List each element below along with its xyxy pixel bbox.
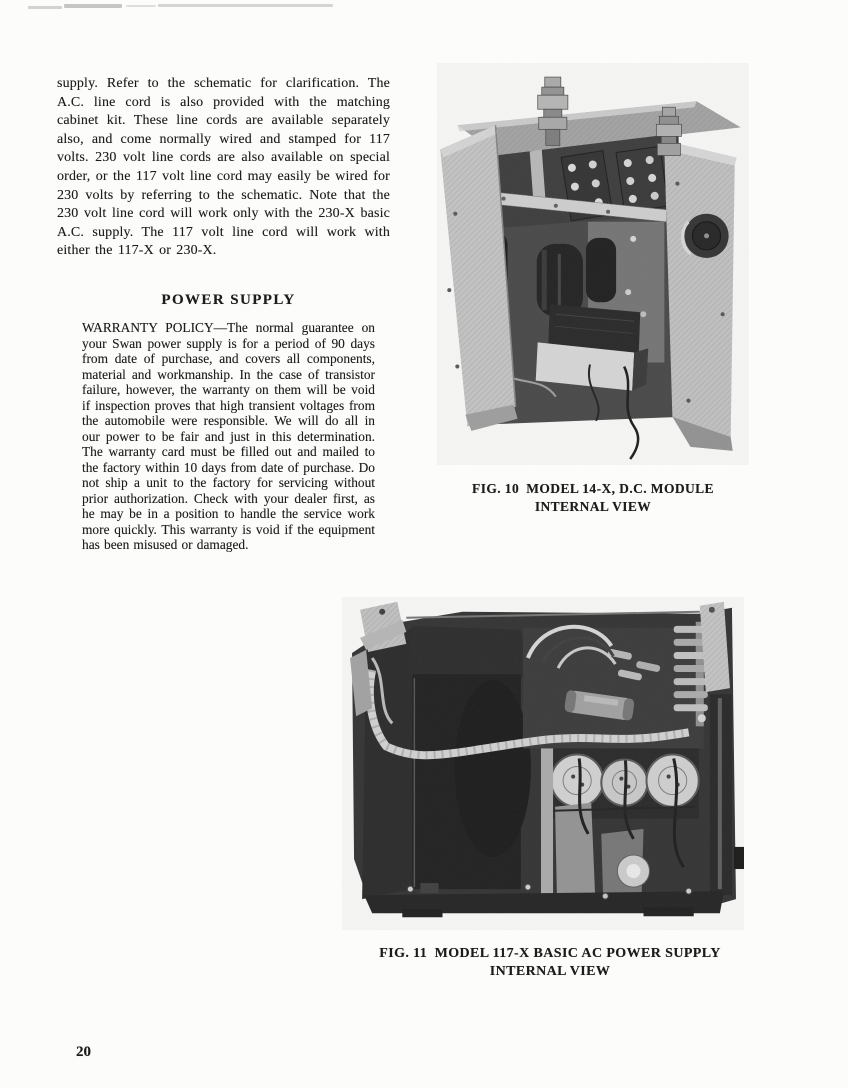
- figure-10-caption: [437, 480, 749, 515]
- figure-10-caption-line2: INTERNAL VIEW: [534, 498, 652, 514]
- section-heading-power-supply: POWER SUPPLY: [161, 292, 296, 309]
- scan-artifact: [28, 6, 62, 9]
- scan-artifact: [126, 5, 156, 7]
- photo-grain-texture: [437, 63, 749, 465]
- figure-11-caption: [340, 945, 760, 981]
- page-number: 20: [76, 1044, 91, 1060]
- paragraph-warranty-policy: WARRANTY POLICY—The normal guarantee on your Swan power supply is for a period of 90 days from date of purchase, and covers all components, material and workmanship. In the case of transistor failure, however, the warranty on them will be void if inspection proves that high transient voltages from the automobile were responsible. We will do all in our power to be fair and just in this determination. The warranty card must be filled out and mailed to the factory within 10 days from date of purchase. Do not ship a unit to the factory for servicing without prior authorization. Check with your dealer first, as he may be in a position to handle the service work more quickly. This warranty is void if the equipment has been misused or damaged.: [82, 320, 375, 553]
- photo-grain-texture: [342, 598, 744, 930]
- figure-11-photo-ac-supply: [342, 597, 744, 930]
- paragraph-line-cord: supply. Refer to the schematic for clarification. The A.C. line cord is also provided with the matching cabinet kit. These line cords are available separately also, and come normally wired and stamped for 117 volts. 230 volt line cords are also available on special order, or the 117 volt line cord may easily be wired for 230 volts by referring to the schematic. Note that the 230 volt line cord will work only with the 230-X basic A.C. supply. The 117 volt line cord will work with either the 117-X or 230-X.: [57, 76, 390, 259]
- scan-artifact: [64, 4, 122, 8]
- figure-11-caption-line2: INTERNAL VIEW: [489, 964, 611, 979]
- scan-artifact: [158, 4, 333, 7]
- figure-10-photo-dc-module: [437, 63, 749, 465]
- figure-10-caption-line1: FIG. 10 MODEL 14-X, D.C. MODULE: [472, 481, 714, 496]
- figure-11-caption-line1: FIG. 11 MODEL 117-X BASIC AC POWER SUPPLY: [379, 946, 721, 961]
